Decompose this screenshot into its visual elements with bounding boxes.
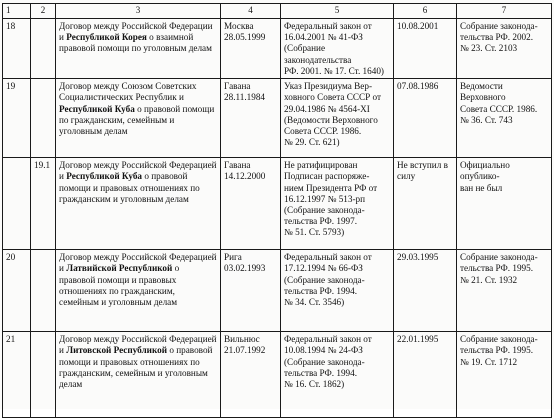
- publication-line: тельства РФ. 1995.: [460, 345, 534, 356]
- entry-into-force-date: Не вступил в силу: [397, 160, 448, 182]
- row-number: 20: [6, 252, 16, 263]
- entry-into-force-cell: [394, 332, 457, 418]
- ratification-line: 16.12.1997 № 513-рп: [284, 193, 366, 204]
- header-cell-5: 5: [281, 4, 394, 19]
- ratification-cell: [281, 332, 394, 418]
- header-cell-3: 3: [56, 4, 221, 19]
- row-subnumber-cell: [31, 332, 56, 418]
- row-number: 18: [6, 21, 16, 31]
- ratification-line: (Собрание законода-: [284, 356, 365, 367]
- entry-into-force-date: 07.08.1986: [397, 81, 439, 92]
- signing-date: 21.07.1992: [224, 345, 266, 356]
- row-subnumber-cell: [31, 158, 56, 250]
- treaty-party-name: Республикой Корея: [66, 32, 147, 43]
- signing-place-cell: [221, 158, 281, 250]
- ratification-line: № 34. Ст. 3546): [284, 296, 345, 307]
- signing-place-cell: [221, 250, 281, 332]
- ratification-line: (Собрание законода-: [284, 204, 365, 215]
- header-row: [3, 4, 552, 19]
- table-row: [3, 332, 552, 418]
- ratification-line: нием Президента РФ от: [284, 182, 378, 193]
- ratification-line: № 29. Ст. 621): [284, 137, 340, 148]
- publication-cell: [457, 19, 552, 79]
- ratification-line: Не ратифицирован: [284, 160, 358, 171]
- treaty-name-text: о взаимной правовой помощи по уголовным делам: [59, 32, 212, 54]
- ratification-line: ховного Совета СССР от: [284, 92, 381, 103]
- publication-line: Совета СССР. 1986.: [460, 103, 538, 114]
- signing-date: 14.12.2000: [224, 171, 266, 182]
- signing-place: Гавана: [224, 81, 251, 92]
- ratification-line: 16.04.2001 № 41-ФЗ: [284, 32, 363, 43]
- treaty-name-text: о правовой помощи по гражданским, семейным и уголовным делам: [59, 103, 215, 136]
- row-number: 21: [6, 334, 16, 345]
- row-number-cell: [3, 19, 31, 79]
- entry-into-force-date: 10.08.2001: [397, 21, 439, 31]
- ratification-cell: [281, 250, 394, 332]
- ratification-line: (Ведомости Верховного: [284, 114, 378, 125]
- treaty-name-cell: [56, 250, 221, 332]
- treaty-name-cell: [56, 332, 221, 418]
- treaty-name-cell: [56, 19, 221, 79]
- signing-date: 28.05.1999: [224, 32, 266, 43]
- ratification-line: Федеральный закон от: [284, 21, 372, 31]
- ratification-line: (Собрание законода-: [284, 274, 365, 285]
- signing-date: 03.02.1993: [224, 263, 266, 274]
- ratification-line: тельства РФ. 1997.: [284, 216, 358, 227]
- row-number-cell: [3, 158, 31, 250]
- publication-line: № 21. Ст. 1932: [460, 274, 518, 285]
- ratification-line: (Собрание законодательства: [284, 43, 352, 65]
- ratification-line: № 51. Ст. 5793): [284, 227, 345, 238]
- publication-line: Собрание законода-: [460, 21, 538, 31]
- ratification-cell: [281, 19, 394, 79]
- publication-line: № 23. Ст. 2103: [460, 43, 518, 54]
- row-number-cell: [3, 250, 31, 332]
- entry-into-force-cell: [394, 19, 457, 79]
- publication-line: ван не был: [460, 182, 503, 193]
- signing-place-cell: [221, 332, 281, 418]
- treaty-name-text: Договор между Российской Федерацией и: [59, 334, 217, 356]
- publication-line: № 19. Ст. 1712: [460, 356, 518, 367]
- treaty-party-name: Республикой Куба: [59, 103, 135, 114]
- header-cell-2: 2: [31, 4, 56, 19]
- row-subnumber-cell: [31, 19, 56, 79]
- ratification-line: Совета СССР. 1986.: [284, 125, 362, 136]
- treaty-name-text: Договор между Российской Федерации и: [59, 21, 213, 43]
- signing-place-cell: [221, 19, 281, 79]
- row-subnumber: 19.1: [34, 160, 51, 171]
- ratification-line: тельства РФ. 1994.: [284, 367, 358, 378]
- treaty-name-text: о правовой помощи и правовых отношениях по гражданским, семейным и уголовным делам: [59, 345, 213, 389]
- publication-line: Ведомости Верховного: [460, 81, 506, 103]
- publication-cell: [457, 250, 552, 332]
- signing-place-cell: [221, 79, 281, 158]
- signing-date: 28.11.1984: [224, 92, 266, 103]
- treaty-name-text: Договор между Союзом Советских Социалистических Республик и: [59, 81, 197, 103]
- row-subnumber-cell: [31, 250, 56, 332]
- entry-into-force-cell: [394, 250, 457, 332]
- publication-cell: [457, 158, 552, 250]
- treaty-name-text: о правовой помощи и правовых отношениях по гражданским, семейным и уголовным делам: [59, 263, 180, 307]
- entry-into-force-cell: [394, 79, 457, 158]
- header-cell-7: 7: [457, 4, 552, 19]
- publication-line: Собрание законода-: [460, 334, 538, 345]
- signing-place: Вильнюс: [224, 334, 260, 345]
- ratification-line: тельства РФ. 1994.: [284, 285, 358, 296]
- row-number-cell: [3, 79, 31, 158]
- treaty-party-name: Республикой Куба: [66, 171, 143, 182]
- table-row: [3, 19, 552, 79]
- signing-place: Гавана: [224, 160, 251, 171]
- header-cell-1: 1: [3, 4, 31, 19]
- signing-place: Рига: [224, 252, 242, 263]
- row-number-cell: [3, 332, 31, 418]
- table-row: [3, 158, 552, 250]
- ratification-line: № 16. Ст. 1862): [284, 378, 345, 389]
- publication-line: тельства РФ. 1995.: [460, 263, 534, 274]
- publication-cell: [457, 332, 552, 418]
- ratification-line: 29.04.1986 № 4564-XI: [284, 103, 370, 114]
- treaty-party-name: Литовской Республикой: [66, 345, 168, 356]
- publication-line: Официально опублико-: [460, 160, 510, 182]
- publication-line: тельства РФ. 2002.: [460, 32, 534, 43]
- ratification-line: 17.12.1994 № 66-ФЗ: [284, 263, 363, 274]
- treaty-name-text: о правовой помощи и правовых отношениях по гражданским и уголовным делам: [59, 171, 200, 204]
- row-number: 19: [6, 81, 16, 92]
- treaties-table: [2, 3, 552, 418]
- entry-into-force-date: 22.01.1995: [397, 334, 439, 345]
- ratification-line: РФ. 2001. № 17. Ст. 1640): [284, 65, 384, 76]
- treaty-name-text: Договор между Российской Федерацией и: [59, 160, 217, 182]
- header-cell-6: 6: [394, 4, 457, 19]
- signing-place: Москва: [224, 21, 254, 31]
- ratification-line: 10.08.1994 № 24-ФЗ: [284, 345, 363, 356]
- entry-into-force-cell: [394, 158, 457, 250]
- treaty-name-text: Договор между Российской Федерацией и: [59, 252, 217, 274]
- ratification-line: Федеральный закон от: [284, 334, 372, 345]
- entry-into-force-date: 29.03.1995: [397, 252, 439, 263]
- ratification-line: Федеральный закон от: [284, 252, 372, 263]
- table-row: [3, 250, 552, 332]
- ratification-line: Указ Президиума Вер-: [284, 81, 373, 92]
- ratification-line: Подписан распоряже-: [284, 171, 370, 182]
- row-subnumber-cell: [31, 79, 56, 158]
- ratification-cell: [281, 79, 394, 158]
- header-cell-4: 4: [221, 4, 281, 19]
- publication-line: Собрание законода-: [460, 252, 538, 263]
- publication-cell: [457, 79, 552, 158]
- treaty-name-cell: [56, 79, 221, 158]
- ratification-cell: [281, 158, 394, 250]
- treaty-name-cell: [56, 158, 221, 250]
- publication-line: № 36. Ст. 743: [460, 114, 513, 125]
- treaty-party-name: Латвийской Республикой: [66, 263, 173, 274]
- table-row: [3, 79, 552, 158]
